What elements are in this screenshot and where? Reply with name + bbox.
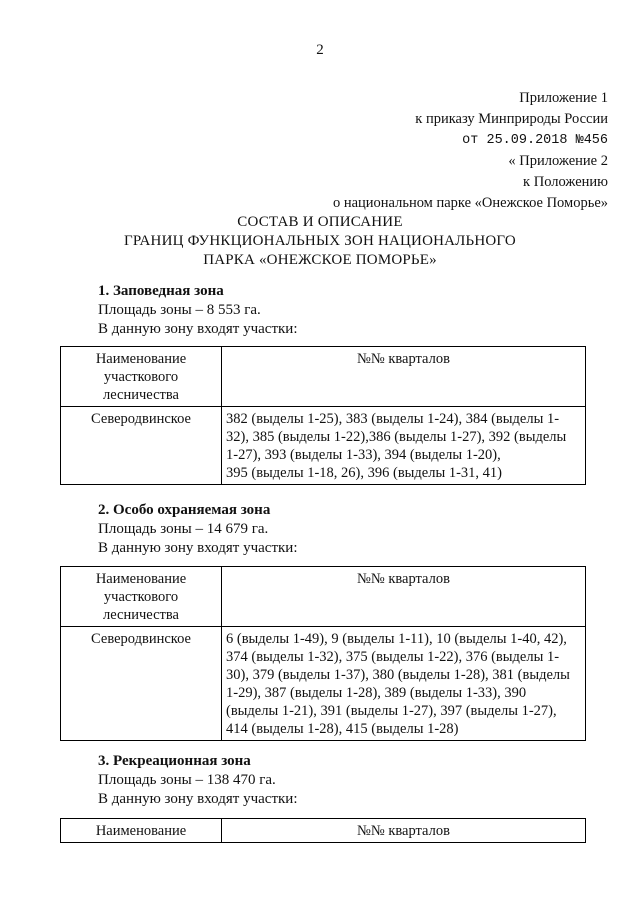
- section-area: Площадь зоны – 14 679 га.: [98, 521, 269, 537]
- forestry-name: Северодвинское: [61, 627, 222, 741]
- zone-table-3: [60, 818, 586, 843]
- section-3: [98, 752, 297, 809]
- section-area: Площадь зоны – 138 470 га.: [98, 772, 276, 788]
- section-area: Площадь зоны – 8 553 га.: [98, 302, 261, 318]
- table-row: [61, 407, 586, 485]
- table-header-quarters: №№ кварталов: [222, 567, 586, 627]
- document-title: [0, 213, 640, 270]
- section-heading: 1. Заповедная зона: [98, 283, 224, 299]
- header-block: [333, 88, 608, 214]
- page-number: 2: [316, 42, 324, 58]
- header-line-2: к приказу Минприроды России: [415, 111, 608, 127]
- quarters-list: 382 (выделы 1-25), 383 (выделы 1-24), 384 (выделы 1- 32), 385 (выделы 1-22),386 (выделы 1-27), 392 (выделы 1-27), 393 (выделы 1-33), 394 (выделы 1-20), 395 (выделы 1-18, 26), 396 (выделы 1-31, 41): [222, 407, 586, 485]
- table-header-forestry: Наименование участкового лесничества: [61, 347, 222, 407]
- zone-table-2: [60, 566, 586, 741]
- section-1: [98, 282, 297, 339]
- section-intro: В данную зону входят участки:: [98, 791, 298, 807]
- table-header-quarters: №№ кварталов: [222, 347, 586, 407]
- header-line-6: о национальном парке «Онежское Поморье»: [332, 195, 608, 211]
- header-line-4: « Приложение 2: [508, 153, 608, 169]
- section-2: [98, 501, 297, 558]
- title-line-3: ПАРКА «ОНЕЖСКОЕ ПОМОРЬЕ»: [203, 252, 437, 268]
- header-line-3: от 25.09.2018 №456: [462, 133, 608, 148]
- title-line-1: СОСТАВ И ОПИСАНИЕ: [237, 214, 403, 230]
- section-intro: В данную зону входят участки:: [98, 321, 298, 337]
- section-intro: В данную зону входят участки:: [98, 540, 298, 556]
- zone-table-1: [60, 346, 586, 485]
- table-header-forestry: Наименование: [61, 819, 222, 843]
- section-heading: 3. Рекреационная зона: [98, 753, 251, 769]
- table-header-quarters: №№ кварталов: [222, 819, 586, 843]
- table-row: [61, 627, 586, 741]
- quarters-list: 6 (выделы 1-49), 9 (выделы 1-11), 10 (выделы 1-40, 42), 374 (выделы 1-32), 375 (выделы 1-22), 376 (выделы 1- 30), 379 (выделы 1-37), 380 (выделы 1-28), 381 (выделы 1-29), 387 (выделы 1-28), 389 (выделы 1-33), 390 (выделы 1-21), 391 (выделы 1-27), 397 (выделы 1-27), 414 (выделы 1-28), 415 (выделы 1-28): [222, 627, 586, 741]
- header-line-5: к Положению: [523, 174, 608, 190]
- title-line-2: ГРАНИЦ ФУНКЦИОНАЛЬНЫХ ЗОН НАЦИОНАЛЬНОГО: [124, 233, 516, 249]
- table-header-forestry: Наименование участкового лесничества: [61, 567, 222, 627]
- header-line-1: Приложение 1: [519, 90, 608, 106]
- section-heading: 2. Особо охраняемая зона: [98, 502, 271, 518]
- forestry-name: Северодвинское: [61, 407, 222, 485]
